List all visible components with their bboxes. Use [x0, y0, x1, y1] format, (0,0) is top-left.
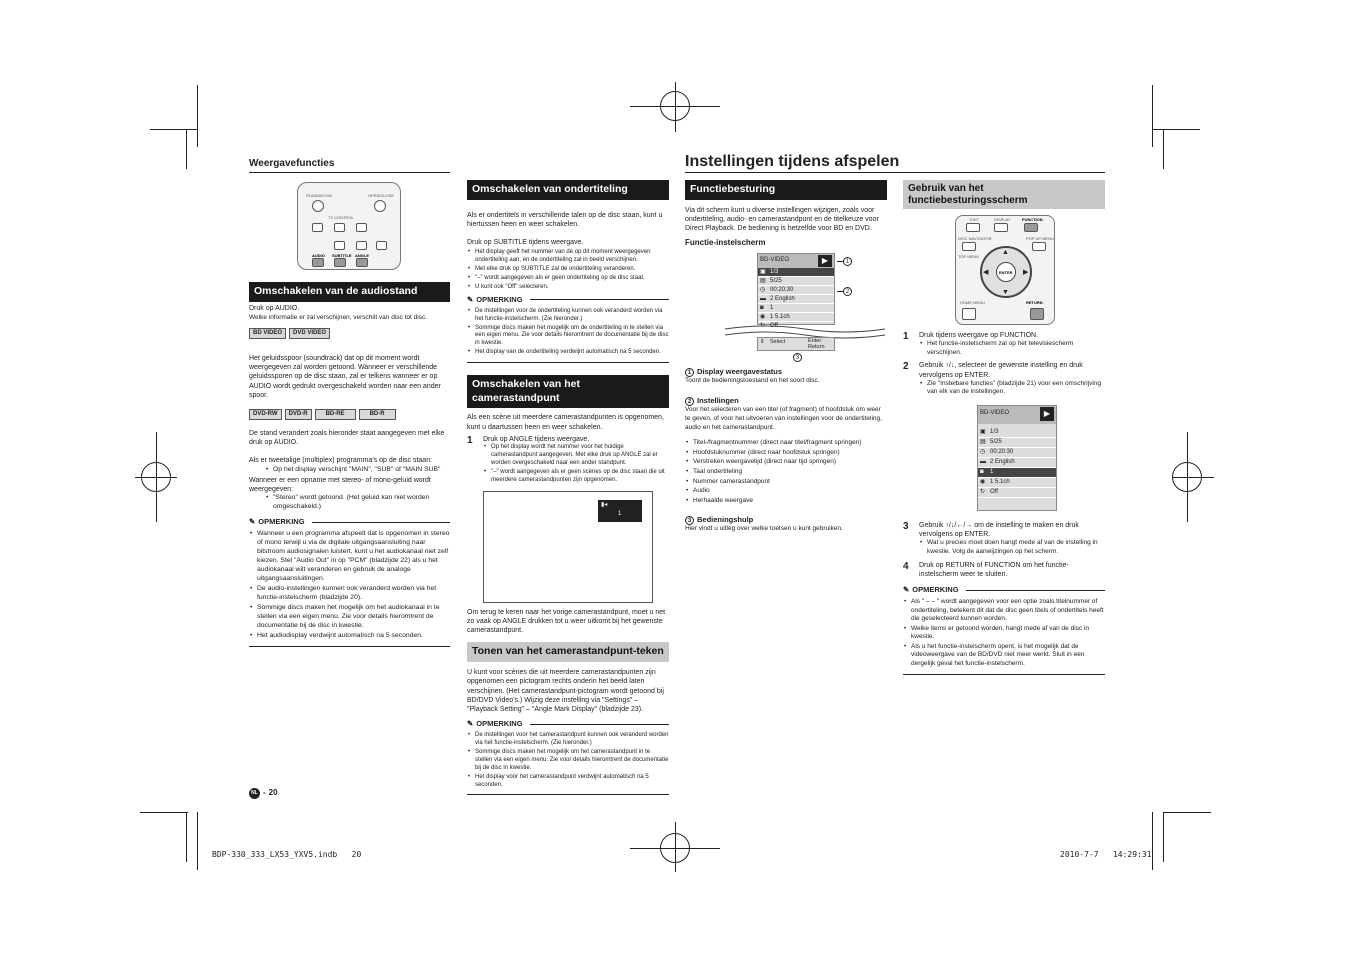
section-label: Weergavefuncties — [249, 158, 335, 169]
note-box — [903, 585, 1105, 675]
callout-number: 3 — [793, 353, 802, 362]
note-item: • Welke items er getoond worden, hangt mede af van de disc in kwestie. — [903, 625, 1105, 642]
callout-3 — [793, 353, 805, 362]
screen-row-value: Off — [990, 489, 998, 496]
up-arrow-icon: ▲ — [1002, 249, 1009, 256]
remote-label: ANGLE — [355, 253, 369, 258]
chapter-icon: ▤ — [980, 439, 986, 446]
guide-return: Return — [808, 343, 825, 350]
remote-label: TOP MENU — [958, 254, 979, 259]
screen-header — [758, 254, 834, 268]
remote-label: POP UP MENU — [1026, 236, 1054, 241]
function-screen — [977, 405, 1057, 511]
bullet: • Met elke druk op SUBTITLE zal de ondertiteling veranderen. — [467, 266, 669, 274]
guide-enter: Enter — [808, 337, 822, 344]
screen-row-value: 00:20:30 — [770, 286, 794, 293]
disc-tag: DVD-RW — [249, 409, 282, 420]
footer-date: 2010-7-7 14:29:31 — [1060, 850, 1152, 859]
screen-row — [978, 468, 1056, 478]
disc-navigator-button — [962, 242, 976, 251]
remote-label: EXIT — [970, 217, 979, 222]
remote-label: RETURN — [1026, 300, 1043, 305]
screen-header-text: BD-VIDEO — [760, 256, 790, 263]
paragraph: Als er ondertitels in verschillende talen op de disc staan, kunt u hiertussen heen en weer schakelen. — [467, 211, 663, 228]
remote-label: SUBTITLE — [332, 253, 352, 258]
item-1-text: Toont de bedieningstoestand en het soort disc. — [685, 376, 820, 384]
note-box — [249, 517, 450, 647]
angle-icon: ◙ — [760, 304, 764, 311]
section-heading: Tonen van het camerastandpunt-teken — [467, 642, 669, 662]
step-4 — [903, 561, 1105, 579]
note-item: • Sommige discs maken het mogelijk om het camerastandpunt in te stellen via een eigen menu. Zie voor details hieromtrent de documentatie bij de disc in kwestie. — [467, 749, 669, 773]
subtitle-icon: ▬ — [980, 459, 986, 466]
screen-row-value: 1/3 — [770, 268, 779, 275]
disc-tags — [249, 328, 450, 339]
remote-label: OPEN/CLOSE — [368, 193, 395, 198]
section-heading: Omschakelen van de audiostand — [249, 282, 450, 302]
registration-mark — [1187, 432, 1188, 522]
note-item: • Het display voor het camerastandpunt verdwijnt automatisch na 5 seconden. — [467, 774, 669, 790]
bullet: • Het functie-instelscherm zal op het televisiescherm verschijnen. — [919, 340, 1105, 357]
guide-select: Select — [770, 338, 786, 345]
step-number: 4 — [903, 560, 909, 572]
instruction: Druk op SUBTITLE tijdens weergave. — [467, 239, 584, 247]
repeat-icon: ↻ — [760, 322, 766, 329]
return-button — [1030, 308, 1044, 320]
note-item: • De instellingen voor de ondertiteling kunnen ook veranderd worden via het functie-instelscherm. (Zie hieronder.) — [467, 308, 669, 324]
screen-row-value: 2 English — [770, 295, 795, 302]
remote-label: STANDBY/ON — [306, 193, 332, 198]
screen-header — [978, 406, 1056, 424]
remote-button — [334, 241, 345, 250]
remote-label: FUNCTION — [1022, 217, 1043, 222]
function-button — [1024, 223, 1038, 232]
section-heading: Omschakelen van ondertiteling — [467, 180, 669, 200]
registration-mark — [675, 822, 676, 872]
step-1 — [467, 435, 669, 485]
bullet: • Herhaalde weergave — [685, 497, 887, 506]
down-arrow-icon: ▼ — [1002, 289, 1009, 296]
function-screen-diagram — [685, 253, 887, 365]
bullet: • Nummer camerastandpunt — [685, 478, 887, 487]
bullet: • Hoofdstuknummer (direct naar hoofdstuk springen) — [685, 449, 887, 458]
left-arrow-icon: ◀ — [983, 269, 989, 276]
note-item: • Sommige discs maken het mogelijk om de ondertiteling in te stellen via een eigen menu. Zie voor details hieromtrent de documentatie bij de disc in kwestie. — [467, 325, 669, 349]
note-item: • Wanneer u een programma afspeelt dat is opgenomen in stereo of mono terwijl u via de digitale uitgangsaansluiting naar bitstroom audiosignalen luistert, kunt u het audiokanaal niet zelf kiezen. Stel "Audio Out" in op "PCM" (bladzijde 22) als u het audiokanaal wilt veranderen en gebruik de analoge uitgangsaansluitingen. — [249, 530, 450, 584]
remote-button — [356, 241, 367, 250]
item-2-title — [685, 396, 887, 406]
screen-row — [978, 448, 1056, 458]
column-function-usage — [903, 180, 1105, 675]
screen-row — [978, 438, 1056, 448]
disc-tag: DVD-R — [285, 409, 312, 420]
remote-button — [334, 223, 345, 232]
bullet: • Titel-/fragmentnummer (direct naar titel/fragment springen) — [685, 439, 887, 448]
step-number: 1 — [467, 434, 473, 446]
note-title-text: OPMERKING — [912, 585, 959, 595]
screen-row — [758, 313, 834, 322]
remote-button — [312, 223, 323, 232]
note-title — [467, 295, 669, 305]
callout-2 — [837, 287, 855, 296]
screen-header-text: BD-VIDEO — [980, 410, 1010, 417]
remote-illustration — [955, 215, 1055, 325]
item-title-text: Instellingen — [697, 396, 739, 406]
screen-row-value: 5/25 — [770, 277, 782, 284]
screen-row-value: Off — [770, 322, 778, 329]
title-icon: ▣ — [980, 429, 986, 436]
exit-button — [966, 223, 980, 232]
open-close-button — [374, 200, 386, 212]
bullet: • Zie "Instelbare functies" (bladzijde 21) voor een omschrijving van elk van de instellingen. — [919, 380, 1105, 397]
paragraph: Om terug te keren naar het vorige camerastandpunt, moet u net zo vaak op ANGLE drukken tot u weer uitkomt bij het gewenste camerastandpunt. — [467, 608, 666, 635]
angle-display — [598, 500, 642, 522]
paragraph: Wanneer er een opname met stereo- of mono-geluid wordt weergegeven: — [249, 476, 431, 493]
page-number-value: 20 — [268, 788, 278, 798]
bullet: • Wat u precies moet doen hangt mede af van de instelling in kwestie. Volg de aanwijzingen op het scherm. — [919, 539, 1105, 556]
page-title: Instellingen tijdens afspelen — [685, 153, 900, 170]
step-3 — [903, 521, 1105, 557]
screen-row-value: 1 5.1ch — [770, 313, 790, 320]
bullet: • Audio — [685, 487, 887, 496]
paragraph: Het geluidsspoor (soundtrack) dat op dit moment wordt weergegeven zal worden getoond. Wanneer er verschillende geluidssporen op de disc staan, zal er telkens wanneer er op AUDIO wordt gedrukt overgeschakeld worden naar een ander spoor. — [249, 354, 441, 399]
bullet: • Het display geeft het nummer van de op dit moment weergegeven ondertiteling aan, en de ondertiteling zal in beeld verschijnen. — [467, 249, 669, 265]
screen-row-value: 1 5.1ch — [990, 479, 1010, 486]
function-screen — [757, 253, 835, 329]
note-box — [467, 719, 669, 795]
note-title — [467, 719, 669, 729]
camera-icon: ▮◂ — [601, 501, 608, 508]
display-button — [994, 223, 1008, 232]
note-title — [249, 517, 450, 527]
bullet: • Op het display verschijnt "MAIN", "SUB" of "MAIN SUB" — [265, 466, 450, 475]
crop-mark — [1152, 85, 1153, 147]
item-3-title — [685, 515, 887, 525]
crop-mark — [1163, 812, 1211, 813]
item-1-title — [685, 367, 887, 377]
remote-label: DISPLAY — [994, 217, 1011, 222]
note-title-text: OPMERKING — [476, 719, 523, 729]
bullet: • "–" wordt aangegeven als er geen scènes op de disc staan die uit meerdere camerastandpunten zijn opgenomen. — [483, 469, 669, 485]
paragraph: Via dit scherm kunt u diverse instellingen wijzigen, zoals voor ondertiteling, audio- en camerastandpunt en de titelkeuze voor Direct Playback. De bediening is hetzelfde voor BD en DVD. — [685, 206, 879, 233]
audio-button — [312, 258, 324, 267]
bullet: • Op het display wordt het nummer voor het huidige camerastandpunt aangegeven. Met elke druk op ANGLE zal er worden overgeschakeld naar een ander standpunt. — [483, 444, 669, 468]
screen-row — [758, 286, 834, 295]
column-subtitle-angle — [467, 180, 669, 795]
remote-label: ENTER — [999, 270, 1013, 275]
registration-mark — [1172, 477, 1214, 478]
screen-row-value: 1/3 — [990, 429, 999, 436]
callout-number: 1 — [843, 257, 852, 266]
item-2-text: Voor het selecteren van een titel (of fragment) of hoofdstuk om weer te geven, of voor het uitvoeren van instellingen voor de ondertiteling, audio en het camerastandpunt. — [685, 406, 882, 431]
screen-row — [758, 277, 834, 286]
step-text: Druk op ANGLE tijdens weergave. — [483, 435, 590, 443]
crop-mark — [1152, 812, 1153, 870]
remote-button — [376, 241, 387, 250]
home-menu-button — [962, 308, 976, 320]
instruction: Druk op AUDIO. — [249, 305, 300, 312]
note-title-text: OPMERKING — [476, 294, 523, 304]
angle-button — [356, 258, 368, 267]
angle-value: 1 — [618, 510, 622, 517]
remote-illustration — [297, 182, 401, 270]
chapter-icon: ▤ — [760, 277, 766, 284]
crop-mark — [150, 129, 198, 130]
screen-row-value: 5/25 — [990, 439, 1002, 446]
section-heading: Omschakelen van het camerastandpunt — [467, 375, 669, 408]
step-number: 2 — [903, 361, 909, 373]
screen-row — [758, 268, 834, 277]
angle-icon: ◙ — [980, 469, 984, 476]
remote-button — [356, 223, 367, 232]
audio-icon: ◉ — [980, 479, 986, 486]
screen-row-value: 1 — [770, 304, 774, 311]
screen-row — [758, 304, 834, 313]
popup-menu-button — [1032, 242, 1046, 251]
disc-tag: BD-RE — [315, 409, 356, 420]
note-box — [467, 295, 669, 363]
crop-mark — [1152, 129, 1200, 130]
note-item: • Het display van de ondertiteling verdwijnt automatisch na 5 seconden. — [467, 349, 669, 357]
step-2 — [903, 361, 1105, 397]
note-title — [903, 585, 1105, 595]
screen-row-value: 00:20:30 — [990, 449, 1014, 456]
step-number: 3 — [903, 521, 909, 533]
item-title-text: Display weergavestatus — [697, 366, 783, 376]
crop-mark — [186, 129, 187, 169]
callout-number: 2 — [843, 287, 852, 296]
paragraph: De stand verandert zoals hieronder staat aangegeven met elke druk op AUDIO. — [249, 429, 445, 447]
time-icon: ◷ — [980, 449, 986, 456]
header-rule — [249, 172, 450, 173]
header-rule — [685, 172, 1105, 173]
subheading: Functie-instelscherm — [685, 238, 766, 248]
audio-icon: ◉ — [760, 313, 766, 320]
title-icon: ▣ — [760, 268, 766, 275]
bullet: • Verstreken weergavetijd (direct naar tijd springen) — [685, 458, 887, 467]
callout-number: 3 — [685, 516, 694, 525]
repeat-icon: ↻ — [980, 489, 986, 496]
remote-label: AUDIO — [312, 253, 325, 258]
screen-row — [978, 428, 1056, 438]
remote-label: DISC NAVIGATOR — [958, 236, 992, 241]
note-item: • Sommige discs maken het mogelijk om het audiokanaal in te stellen via een eigen menu. Zie voor details hieromtrent de documentatie bij de disc in kwestie. — [249, 604, 450, 631]
callout-number: 2 — [685, 397, 694, 406]
callout-number: 1 — [685, 368, 694, 377]
step-text: Druk op RETURN of FUNCTION om het functie-instelscherm weer te sluiten. — [919, 561, 1069, 578]
angle-mark-body — [467, 668, 669, 795]
select-icon: ⇕ — [760, 338, 765, 345]
standby-button — [312, 200, 324, 212]
registration-mark — [675, 82, 676, 132]
crop-mark — [1163, 129, 1164, 169]
step-number: 1 — [903, 331, 909, 342]
instruction-note: Welke informatie er zal verschijnen, verschilt van disc tot disc. — [249, 314, 427, 322]
paragraph: Als er tweetalige (multiplex) programma's op de disc staan: — [249, 457, 433, 465]
screen-row — [978, 488, 1056, 498]
crop-mark — [186, 812, 187, 862]
subtitle-icon: ▬ — [760, 295, 766, 302]
note-icon: ✎ — [467, 719, 474, 729]
crop-mark — [140, 812, 188, 813]
subtitle-button — [334, 258, 346, 267]
section-heading: Functiebesturing — [685, 180, 887, 200]
subtitle-body — [467, 211, 669, 364]
step-text: Druk tijdens weergave op FUNCTION. — [919, 332, 1039, 339]
remote-label: HOME MENU — [960, 300, 985, 305]
note-item: • De instellingen voor het camerastandpunt kunnen ook veranderd worden via het functie-instelscherm. (Zie hieronder.) — [467, 732, 669, 748]
tv-screen-illustration — [483, 491, 653, 603]
disc-tag: BD-R — [359, 409, 396, 420]
remote-label: TV CONTROL — [328, 215, 354, 220]
page-number-dash: - — [263, 788, 266, 798]
play-icon: ▶ — [1040, 407, 1054, 421]
bullet: • Taal ondertiteling — [685, 468, 887, 477]
step-text: Gebruik ↑/↓, selecteer de gewenste instelling en druk vervolgens op ENTER. — [919, 362, 1083, 379]
disc-tag: DVD VIDEO — [289, 328, 330, 339]
angle-body — [467, 413, 669, 635]
audio-body — [249, 304, 450, 647]
screen-row-value: 2 English — [990, 459, 1015, 466]
operation-guide — [757, 337, 835, 351]
note-item: • Als " – – " wordt aangegeven voor een optie zoals titelnummer of ondertiteling, betekent dit dat de disc geen titels of ondertitels heeft die geselecteerd kunnen worden. — [903, 598, 1105, 624]
step-1 — [903, 331, 1105, 357]
footer-file: BDP-330_333_LX53_YXV5.indb 20 — [212, 850, 362, 859]
column-function-control — [685, 180, 887, 539]
section-heading: Gebruik van het functiebesturingsscherm — [903, 180, 1105, 209]
bullet: • "–" wordt aangegeven als er geen ondertiteling op de disc staat. — [467, 275, 669, 283]
screen-row-value: 1 — [990, 469, 994, 476]
disc-tags — [249, 409, 450, 420]
note-icon: ✎ — [903, 585, 910, 595]
paragraph: U kunt voor scènes die uit meerdere camerastandpunten zijn opgenomen een pictogram rechts onderin het beeld laten verschijnen. (Het camerastandpunt-pictogram wordt getoond bij BD/DVD Video's.) Wijzig deze instelling via "Settings" – "Playback Setting" – "Angle Mark Display" (bladzijde 23). — [467, 669, 664, 713]
page-number — [249, 788, 278, 799]
step-text: Gebruik ↑/↓/←/→ om de instelling te maken en druk vervolgens op ENTER. — [919, 522, 1079, 539]
usage-steps — [903, 331, 1105, 675]
crop-mark — [1163, 812, 1164, 862]
item-title-text: Bedieningshulp — [697, 515, 754, 525]
bullet: • "Stereo" wordt getoond. (Het geluid kan niet worden omgeschakeld.) — [265, 494, 450, 512]
screen-row — [758, 295, 834, 304]
note-title-text: OPMERKING — [258, 517, 305, 527]
note-icon: ✎ — [249, 517, 256, 527]
bullet: • U kunt ook "Off" selecteren. — [467, 284, 669, 292]
callout-1 — [837, 257, 855, 266]
disc-tag: BD VIDEO — [249, 328, 286, 339]
paragraph: Als een scène uit meerdere camerastandpunten is opgenomen, kunt u daartussen heen en weer schakelen. — [467, 414, 664, 431]
note-item: • De audio-instellingen kunnen ook veranderd worden via het functie-instelscherm (bladzijde 20). — [249, 585, 450, 603]
screen-row — [978, 478, 1056, 488]
time-icon: ◷ — [760, 286, 766, 293]
note-item: • Het audiodisplay verdwijnt automatisch na 5 seconden. — [249, 632, 450, 641]
right-arrow-icon: ▶ — [1023, 269, 1029, 276]
screen-row — [978, 458, 1056, 468]
language-badge: NL — [249, 788, 260, 799]
note-icon: ✎ — [467, 294, 474, 304]
play-icon: ▶ — [818, 255, 832, 267]
crop-mark — [197, 85, 198, 147]
note-item: • Als u het functie-instelscherm opent, is het mogelijk dat de videoweergave van de BD/DVD niet meer werkt. Sluit in een dergelijk geval het functie-instelscherm. — [903, 643, 1105, 669]
registration-mark — [156, 432, 157, 522]
crop-mark — [197, 812, 198, 870]
item-3-text: Hier vindt u uitleg over welke toetsen u kunt gebruiken. — [685, 525, 843, 533]
